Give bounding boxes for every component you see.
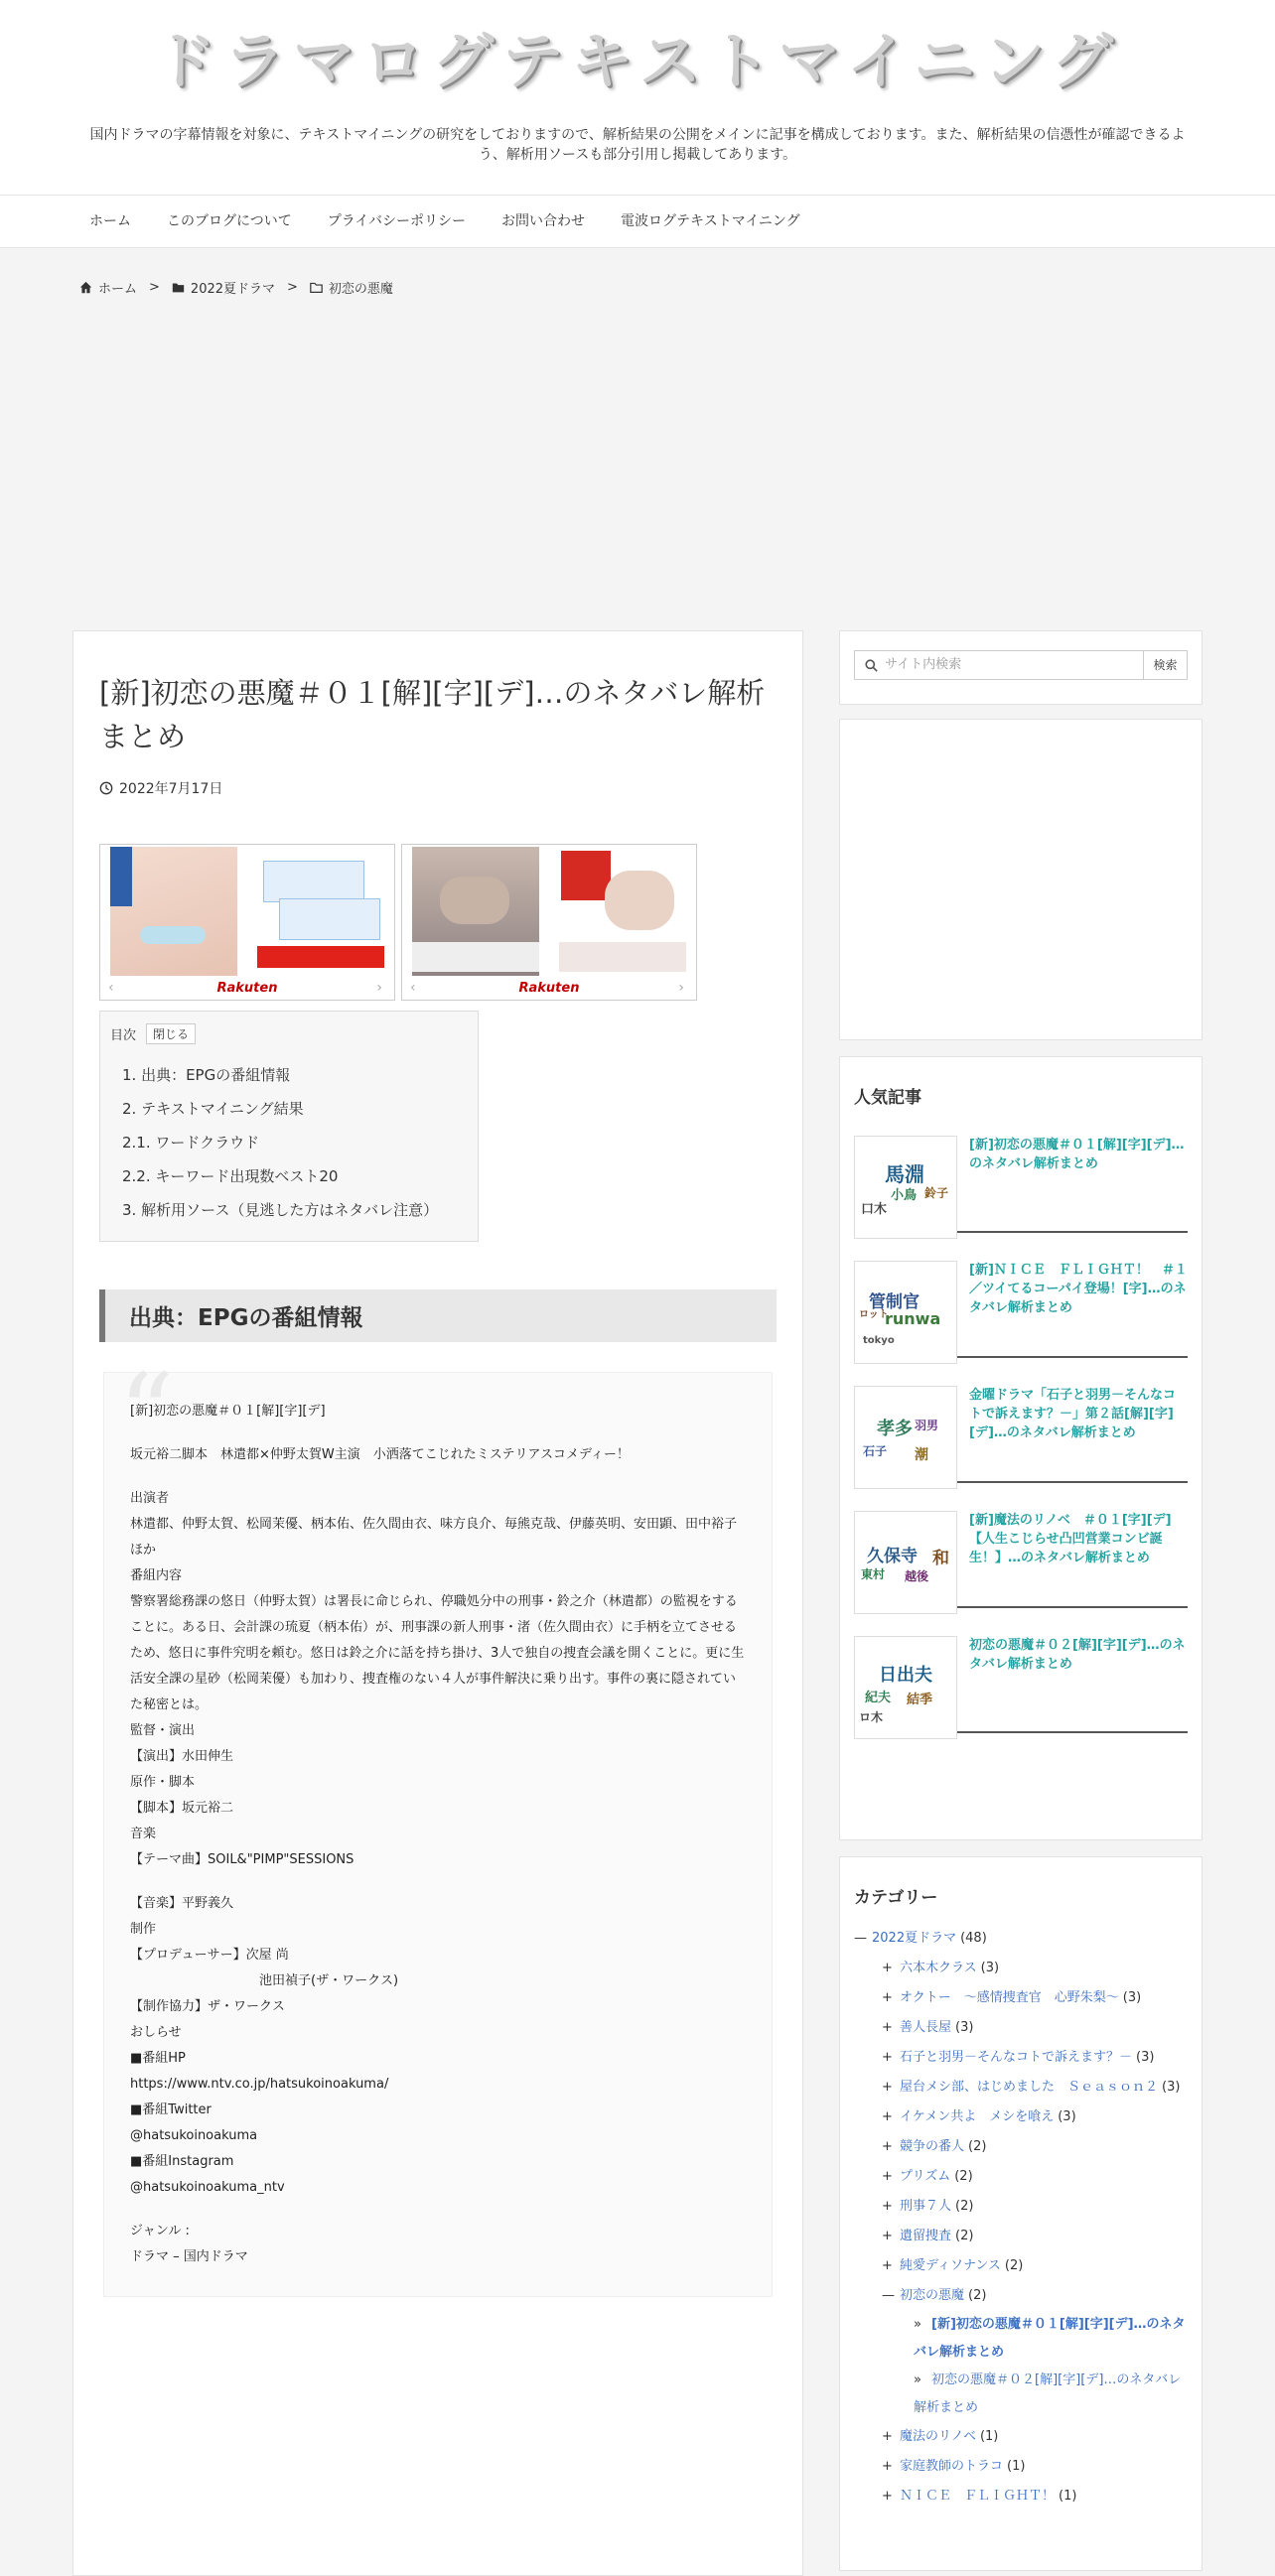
ad-prev-icon[interactable]: ‹	[108, 980, 114, 996]
category-link[interactable]: 魔法のリノベ	[900, 2429, 976, 2444]
ad-image-cooling-ring[interactable]	[110, 847, 237, 976]
wordcloud-thumbnail[interactable]	[854, 1636, 957, 1739]
category-link[interactable]: 刑事７人	[900, 2199, 952, 2214]
thumb-word: 羽男	[915, 1419, 939, 1432]
rakuten-ad-1[interactable]	[99, 844, 395, 1001]
thumb-word: 馬淵	[885, 1162, 924, 1186]
epg-hp-url: https://www.ntv.co.jp/hatsukoinoakuma/	[130, 2077, 389, 2092]
toc-label: 目次	[110, 1028, 137, 1043]
article-title: [新]初恋の悪魔＃０１[解][字][デ]…のネタバレ解析まとめ	[99, 676, 766, 753]
toc-link[interactable]: 2.1. ワードクラウド	[122, 1134, 260, 1152]
expand-icon[interactable]: +	[882, 2459, 893, 2474]
categories-title: カテゴリー	[854, 1888, 938, 1908]
ad-image-contact-lens[interactable]	[257, 847, 384, 976]
popular-item[interactable]	[854, 1622, 1188, 1733]
epg-writer-label: 原作・脚本	[130, 1775, 196, 1790]
expand-icon[interactable]: +	[882, 1990, 893, 2005]
category-item	[854, 2192, 1188, 2222]
ad-prev-icon[interactable]: ‹	[410, 980, 416, 996]
category-list	[854, 1924, 1188, 2511]
epg-theme: 【テーマ曲】SOIL&"PIMP"SESSIONS	[130, 1852, 354, 1867]
category-item	[854, 2132, 1188, 2162]
category-link[interactable]: イケメン共よ メシを喰え	[900, 2109, 1055, 2124]
epg-production-label: 制作	[130, 1922, 157, 1937]
category-item	[854, 2013, 1188, 2043]
ad-row	[99, 844, 777, 1001]
epg-tagline: 坂元裕二脚本 林遣都×仲野太賀W主演 小洒落てこじれたミステリアスコメディー！	[130, 1447, 630, 1462]
toc-link[interactable]: 3. 解析用ソース（見逃した方はネタバレ注意）	[122, 1201, 439, 1219]
popular-link[interactable]: 初恋の悪魔＃０２[解][字][デ]…のネタバレ解析まとめ	[969, 1638, 1186, 1672]
epg-director-label: 監督・演出	[130, 1723, 196, 1738]
category-item	[854, 2452, 1188, 2482]
category-item	[854, 2162, 1188, 2192]
expand-icon[interactable]: +	[882, 2109, 893, 2124]
rakuten-ad-2[interactable]	[401, 844, 697, 1001]
clock-icon	[99, 781, 113, 795]
category-count: (3)	[980, 1961, 1000, 1975]
search-input[interactable]	[854, 650, 1144, 680]
epg-cast: 林遣都、仲野太賀、松岡茉優、柄本佑、佐久間由衣、味方良介、毎熊克哉、伊藤英明、安田顕、田中裕子 ほか	[130, 1517, 751, 1558]
ad-next-icon[interactable]: ›	[376, 980, 382, 996]
epg-producer: 【プロデューサー】次屋 尚	[130, 1948, 289, 1963]
nav-about[interactable]: このブログについて	[167, 213, 292, 229]
quote-icon: “	[118, 1350, 175, 1477]
category-item	[854, 2281, 1188, 2311]
breadcrumb-subcategory[interactable]: 初恋の悪魔	[328, 282, 393, 297]
epg-content-label: 番組内容	[130, 1568, 183, 1583]
category-link[interactable]: 競争の番人	[900, 2139, 965, 2154]
epg-twitter: @hatsukoinoakuma	[130, 2128, 258, 2143]
expand-icon[interactable]: +	[882, 2199, 893, 2214]
epg-content: 警察署総務課の悠日（仲野太賀）は署長に命じられ、停職処分中の刑事・鈴之介（林遣都）の監視をすることに。ある日、会計課の琉夏（柄本佑）が、刑事課の新人刑事・渚（佐久間由衣）に手柄を立てさせるため、悠日に事件究明を頼む。悠日は鈴之介に話を持ち掛け、3人で独自の捜査会議を開くことに。更に生活安全課の星砂（松岡茉優）も加わり、捜査権のない４人が事件解決に乗り出す。事件の裏に隠されていた秘密とは。	[130, 1594, 745, 1712]
category-item	[854, 2482, 1188, 2511]
popular-title: 人気記事	[854, 1088, 921, 1108]
breadcrumb-separator: >	[149, 280, 160, 295]
nav-radio-log[interactable]: 電波ログテキストマイニング	[621, 213, 800, 229]
wordcloud-thumbnail[interactable]	[854, 1386, 957, 1489]
category-count: (3)	[1058, 2109, 1076, 2124]
site-logo[interactable]: ドラマログテキストマイニング	[154, 25, 1121, 97]
breadcrumb-category[interactable]: 2022夏ドラマ	[190, 282, 276, 297]
search-button[interactable]: 検索	[1144, 650, 1188, 680]
article-date	[99, 778, 777, 798]
nav-contact[interactable]: お問い合わせ	[501, 213, 586, 229]
category-item	[854, 2102, 1188, 2132]
nav-home[interactable]: ホーム	[89, 213, 131, 229]
category-count: (2)	[955, 2229, 974, 2243]
toc-link[interactable]: 1. 出典：EPGの番組情報	[122, 1066, 291, 1084]
thumb-word: 小鳥	[891, 1188, 918, 1203]
category-count: (1)	[979, 2429, 999, 2444]
section-heading: 出典：EPGの番組情報	[99, 1289, 777, 1342]
article-main	[72, 630, 803, 2576]
epg-title: [新]初恋の悪魔＃０１[解][字][デ]	[130, 1404, 326, 1419]
home-icon	[79, 281, 92, 294]
category-item	[854, 2251, 1188, 2281]
folder-open-icon	[310, 281, 323, 294]
category-link[interactable]: 善人長屋	[900, 2020, 952, 2035]
category-count: (1)	[1059, 2489, 1077, 2504]
categories-widget	[839, 1856, 1203, 2571]
category-item	[854, 2073, 1188, 2102]
expand-icon[interactable]: +	[882, 2020, 893, 2035]
category-link[interactable]: [新]初恋の悪魔＃０１[解][字][デ]…のネタバレ解析まとめ	[914, 2317, 1186, 2360]
thumb-word: 石子	[863, 1444, 888, 1458]
category-count: (3)	[1136, 2050, 1155, 2065]
epg-twitter-label: ■番組Twitter	[130, 2102, 212, 2117]
thumb-word: 潮	[915, 1447, 928, 1463]
popular-item[interactable]	[854, 1497, 1188, 1608]
popular-link[interactable]: [新]魔法のリノベ ＃０１[字][デ]【人生こじらせ凸凹営業コンビ誕生！】…のネタバレ解析まとめ	[969, 1513, 1172, 1565]
epg-music: 【音楽】平野義久	[130, 1896, 234, 1911]
expand-icon[interactable]: +	[882, 2429, 893, 2444]
nav-privacy[interactable]: プライバシーポリシー	[327, 213, 467, 229]
category-count: (2)	[968, 2139, 987, 2154]
category-count: (2)	[954, 2169, 973, 2184]
category-link[interactable]: 初恋の悪魔＃０２[解][字][デ]…のネタバレ解析まとめ	[914, 2373, 1182, 2415]
category-count: (2)	[1004, 2258, 1024, 2273]
category-link[interactable]: 純愛ディソナンス	[900, 2258, 1001, 2273]
epg-instagram: @hatsukoinoakuma_ntv	[130, 2180, 285, 2195]
category-link[interactable]: プリズム	[900, 2169, 951, 2184]
expand-icon[interactable]: +	[882, 2139, 893, 2154]
epg-music-label: 音楽	[130, 1827, 157, 1841]
search-placeholder: サイト内検索	[885, 657, 962, 672]
thumb-word: 東村	[861, 1567, 886, 1581]
thumb-word: 孝多	[877, 1419, 913, 1439]
popular-link[interactable]: [新]ＮＩＣＥ ＦＬＩＧＨＴ！ ＃１／ツイてるコーパイ登場！[字]…のネタバレ解析まとめ	[969, 1263, 1188, 1315]
thumb-word: 日出夫	[879, 1665, 932, 1686]
category-item	[854, 2311, 1188, 2367]
expand-icon[interactable]: +	[882, 2080, 893, 2095]
breadcrumb	[79, 278, 393, 297]
expand-icon[interactable]: +	[882, 1961, 893, 1975]
thumb-word: 久保寺	[867, 1547, 918, 1566]
epg-producer-2: 池田禎子(ザ・ワークス)	[259, 1973, 399, 1988]
category-count: (2)	[968, 2288, 987, 2303]
expand-icon[interactable]: +	[882, 2229, 893, 2243]
expand-icon[interactable]: +	[882, 2489, 893, 2504]
table-of-contents	[99, 1011, 479, 1242]
toc-link[interactable]: 2.2. キーワード出現数ベスト20	[122, 1167, 339, 1185]
expand-icon[interactable]: +	[882, 2258, 893, 2273]
wordcloud-thumbnail[interactable]	[854, 1136, 957, 1239]
category-count: (3)	[1122, 1990, 1142, 2005]
thumb-word: 管制官	[869, 1292, 920, 1312]
category-item	[854, 1983, 1188, 2013]
category-count: (3)	[955, 2020, 974, 2035]
category-count: (48)	[960, 1931, 987, 1946]
popular-item[interactable]	[854, 1247, 1188, 1358]
collapse-icon[interactable]: —	[854, 1931, 867, 1946]
thumb-word: ロット	[859, 1309, 889, 1320]
sidebar-ad[interactable]	[839, 719, 1203, 1040]
thumb-word: 越後	[905, 1569, 929, 1583]
rakuten-logo: Rakuten	[518, 981, 580, 996]
thumb-word: 口木	[861, 1202, 888, 1217]
collapse-icon[interactable]: —	[882, 2288, 895, 2303]
thumb-word: 鈴子	[924, 1186, 949, 1200]
date-text: 2022年7月17日	[119, 781, 223, 797]
epg-cast-label: 出演者	[130, 1491, 170, 1506]
category-item	[854, 1924, 1188, 1954]
category-count: (1)	[1007, 2459, 1026, 2474]
toc-link[interactable]: 2. テキストマイニング結果	[122, 1100, 304, 1118]
thumb-word: ロ木	[859, 1710, 884, 1724]
site-header	[0, 0, 1275, 195]
expand-icon[interactable]: +	[882, 2169, 893, 2184]
ad-next-icon[interactable]: ›	[678, 980, 684, 996]
category-link[interactable]: 六本木クラス	[900, 1961, 977, 1975]
epg-notice-label: おしらせ	[130, 2025, 182, 2040]
category-link[interactable]: 石子と羽男－そんなコトで訴えます？－	[900, 2050, 1133, 2065]
category-link[interactable]: ＮＩＣＥ ＦＬＩＧＨＴ！	[900, 2489, 1056, 2504]
epg-genre-label: ジャンル :	[130, 2224, 190, 2238]
breadcrumb-home[interactable]: ホーム	[98, 282, 138, 297]
category-item	[854, 2422, 1188, 2452]
toc-toggle-button[interactable]: 閉じる	[146, 1023, 196, 1044]
thumb-word: 紀夫	[865, 1691, 892, 1705]
search-widget	[839, 630, 1203, 705]
epg-instagram-label: ■番組Instagram	[130, 2154, 234, 2169]
epg-director: 【演出】水田伸生	[130, 1749, 234, 1764]
category-link[interactable]: 初恋の悪魔	[900, 2288, 965, 2303]
epg-cooperation: 【制作協力】ザ・ワークス	[130, 1999, 285, 2014]
thumb-word: 結季	[907, 1693, 933, 1707]
wordcloud-thumbnail[interactable]	[854, 1511, 957, 1614]
epg-quote	[103, 1350, 773, 2297]
category-item	[854, 2222, 1188, 2251]
breadcrumb-separator: >	[287, 280, 298, 295]
expand-icon[interactable]: +	[882, 2050, 893, 2065]
thumb-word: 和	[932, 1549, 949, 1568]
category-link[interactable]: 2022夏ドラマ	[872, 1931, 957, 1946]
folder-icon	[172, 281, 185, 294]
category-link[interactable]: 家庭教師のトラコ	[900, 2459, 1004, 2474]
popular-item[interactable]	[854, 1372, 1188, 1483]
thumb-word: tokyo	[863, 1335, 895, 1346]
chevron-right-icon: »	[914, 2373, 921, 2387]
wordcloud-thumbnail[interactable]	[854, 1261, 957, 1364]
epg-writer: 【脚本】坂元裕二	[130, 1801, 234, 1816]
global-nav	[0, 195, 1275, 248]
category-item	[854, 2043, 1188, 2073]
search-icon	[865, 659, 878, 672]
thumb-word: runwa	[885, 1309, 941, 1328]
site-description: 国内ドラマの字幕情報を対象に、テキストマイニングの研究をしておりますので、解析結果の公開をメインに記事を構成しております。また、解析結果の信憑性が確認できるよう、解析用ソースも部分引用し掲載してあります。	[89, 127, 1186, 163]
popular-posts-widget	[839, 1056, 1203, 1840]
category-item	[854, 1954, 1188, 1983]
epg-genre: ドラマ – 国内ドラマ	[130, 2249, 248, 2264]
category-count: (2)	[955, 2199, 974, 2214]
ad-image-mask-2[interactable]	[559, 847, 686, 976]
category-link[interactable]: オクトー ～感情捜査官 心野朱梨～	[900, 1990, 1119, 2005]
popular-link[interactable]: [新]初恋の悪魔＃０１[解][字][デ]…のネタバレ解析まとめ	[969, 1138, 1185, 1171]
category-link[interactable]: 屋台メシ部、はじめました Ｓｅａｓｏｎ２	[900, 2080, 1159, 2095]
category-item	[854, 2367, 1188, 2422]
epg-hp-label: ■番組HP	[130, 2051, 186, 2066]
category-count: (3)	[1162, 2080, 1181, 2095]
category-link[interactable]: 遺留捜査	[900, 2229, 952, 2243]
ad-image-mask-1[interactable]	[412, 847, 539, 976]
chevron-right-icon: »	[914, 2317, 921, 2332]
popular-link[interactable]: 金曜ドラマ「石子と羽男－そんなコトで訴えます？－」第２話[解][字][デ]…のネタバレ解析まとめ	[969, 1388, 1177, 1440]
rakuten-logo: Rakuten	[216, 981, 278, 996]
popular-item[interactable]	[854, 1122, 1188, 1233]
